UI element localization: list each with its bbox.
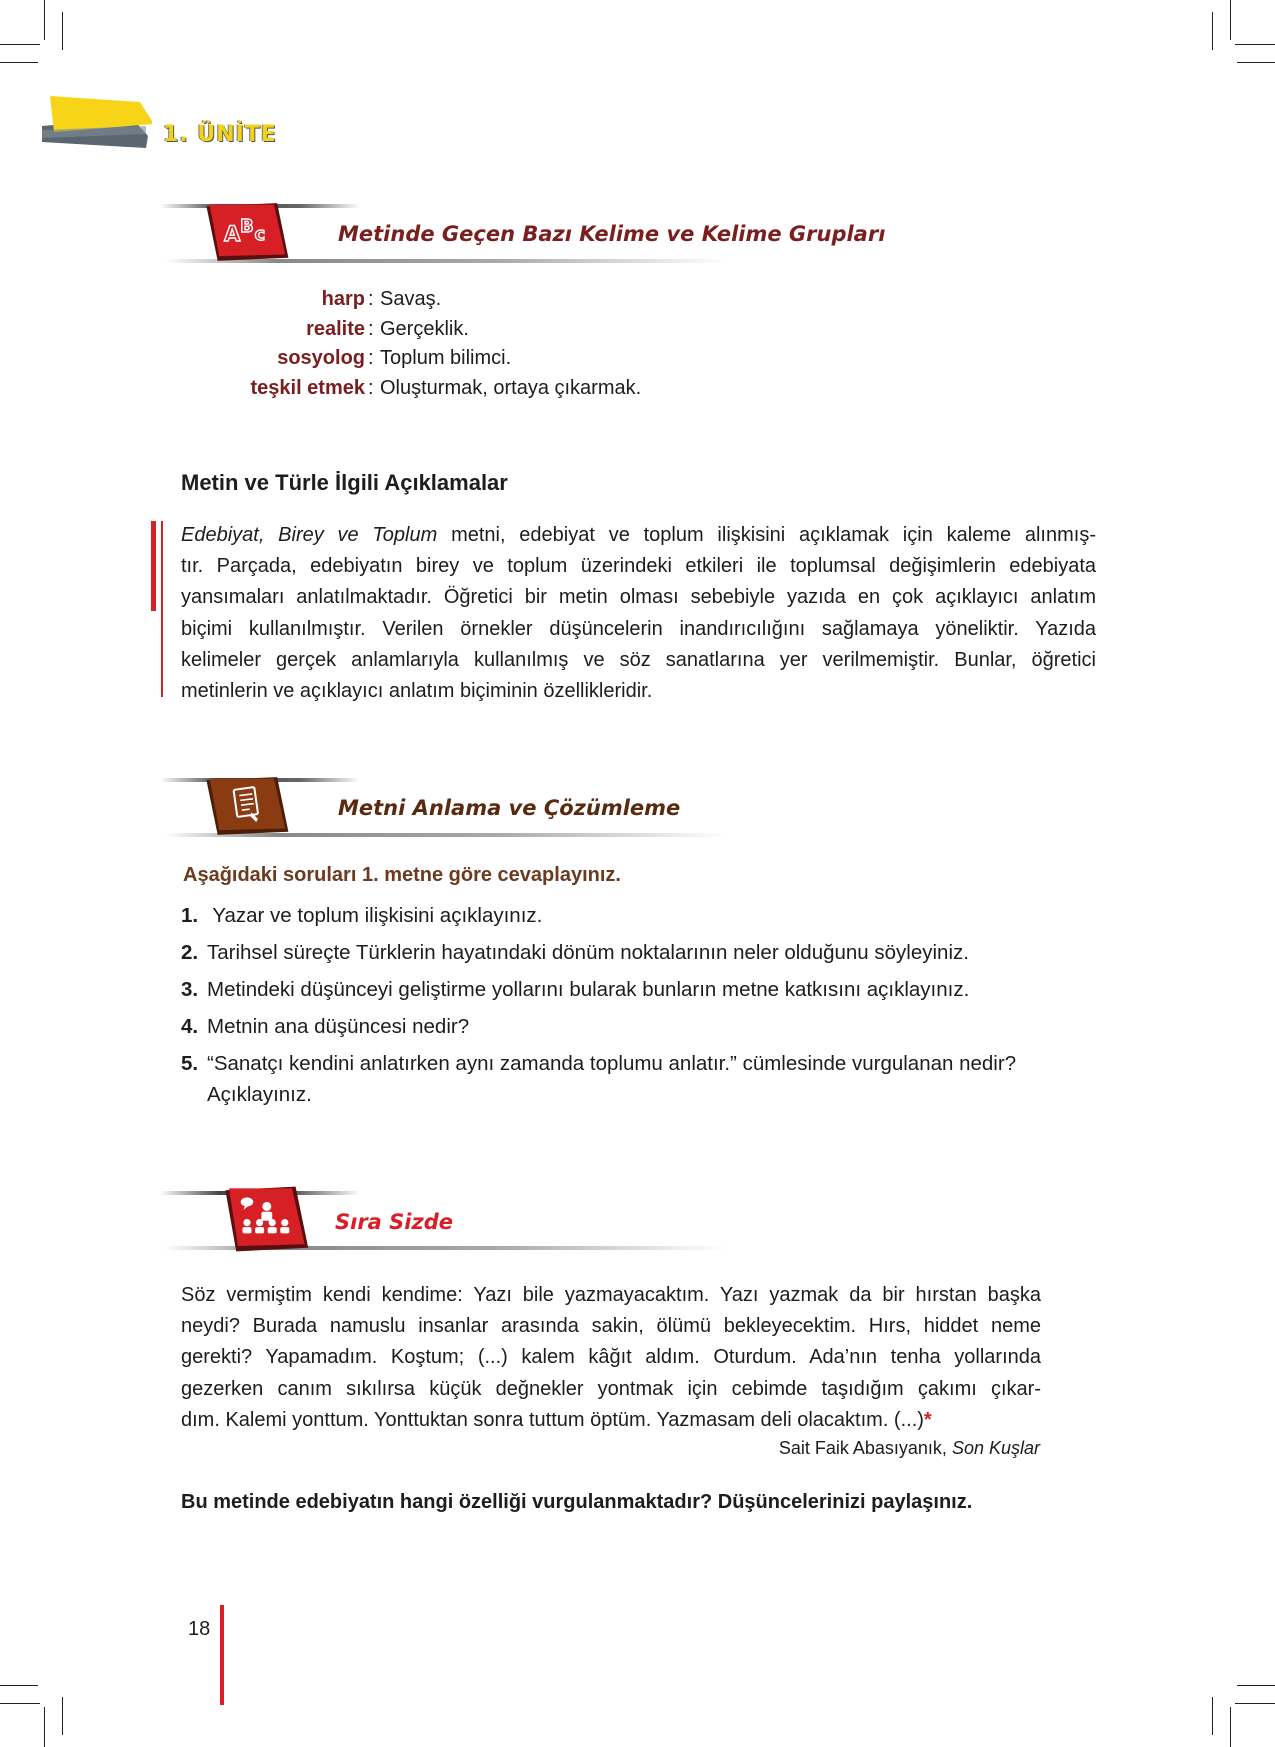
page-number-bar — [220, 1605, 224, 1705]
glossary-definition: Toplum bilimci. — [380, 347, 512, 369]
glossary-term: teşkil etmek — [250, 377, 365, 399]
quote-work: Son Kuşlar — [951, 1438, 1040, 1458]
quote-line: neydi? Burada namuslu insanlar arasında sakin, ölümü bekleyecektim. Hırs, hiddet neme — [181, 1315, 1041, 1338]
question-text-continued: Açıklayınız. — [207, 1083, 312, 1106]
explanation-heading: Metin ve Türle İlgili Açıklamalar — [181, 470, 508, 495]
glossary-term: harp — [321, 288, 365, 310]
glossary-row — [150, 284, 850, 314]
question-item — [181, 1011, 1101, 1042]
explanation-line: metni, edebiyat ve toplum ilişkisini açıklamak için kaleme alınmış- — [437, 524, 1096, 546]
question-item — [181, 900, 1101, 931]
unit-title: 1. ÜNİTE — [163, 122, 277, 147]
question-item — [181, 974, 1101, 1005]
discussion-group-icon — [220, 1185, 310, 1253]
crop-mark — [1212, 1697, 1213, 1735]
explanation-line: kelimeler gerçek anlamlarıyla kullanılmış ve söz sanatlarına yer verilmemiştir. Bunlar, öğretici — [181, 648, 1096, 671]
svg-text:c: c — [254, 225, 266, 246]
svg-text:B: B — [240, 217, 254, 237]
crop-mark — [0, 44, 40, 45]
crop-mark — [1230, 0, 1231, 40]
question-text: “Sanatçı kendini anlatırken aynı zamanda toplumu anlatır.” cümlesinde vurgulanan nedir? — [207, 1052, 1017, 1075]
quote-line: dım. Kalemi yonttum. Yonttuktan sonra tuttum öptüm. Yazmasam deli olacaktım. (...) — [181, 1408, 924, 1431]
quote-author: Sait Faik Abasıyanık, — [778, 1438, 952, 1458]
abc-icon — [200, 198, 290, 266]
explanation-paragraph — [181, 520, 1096, 707]
glossary-definition: Savaş. — [380, 288, 442, 310]
question-text: Yazar ve toplum ilişkisini açıklayınız. — [207, 904, 543, 927]
quote-citation — [779, 1438, 1040, 1459]
glossary-colon: : — [368, 377, 374, 399]
glossary-definition: Gerçeklik. — [380, 318, 469, 340]
crop-mark — [0, 62, 38, 63]
glossary-definition: Oluşturmak, ortaya çıkarmak. — [380, 377, 642, 399]
glossary-colon: : — [368, 347, 374, 369]
quote-line: gerekti? Yapamadım. Koştum; (...) kalem kâğıt aldım. Oturdum. Ada’nın tenha yollarında — [181, 1346, 1041, 1369]
quote-paragraph — [181, 1280, 1041, 1436]
question-item — [181, 937, 1101, 968]
crop-mark — [1212, 12, 1213, 50]
question-number: 3. — [181, 978, 199, 1001]
crop-mark — [1235, 44, 1275, 45]
explanation-line: biçimi kullanılmıştır. Verilen örnekler düşüncelerin inandırıcılığını sağlamaya yöneliktir. Yazıda — [181, 617, 1096, 640]
question-number: 5. — [181, 1052, 199, 1075]
glossary-colon: : — [368, 288, 374, 310]
question-text: Metnin ana düşüncesi nedir? — [207, 1015, 470, 1038]
explanation-line: tır. Parçada, edebiyatın birey ve toplum üzerindeki etkileri ile toplumsal değişimlerin edebiyata — [181, 555, 1096, 578]
crop-mark — [44, 0, 45, 40]
svg-text:A: A — [224, 221, 241, 246]
crop-mark — [0, 1685, 38, 1686]
crop-mark — [1237, 1685, 1275, 1686]
glossary-row — [150, 314, 850, 344]
quote-line: Söz vermiştim kendi kendime: Yazı bile yazmayacaktım. Yazı yazmak da bir hırstan başka — [181, 1284, 1041, 1306]
explanation-line: metinlerin ve açıklayıcı anlatım biçiminin özellikleridir. — [181, 680, 653, 703]
glossary-colon: : — [368, 318, 374, 340]
glossary-term: realite — [306, 318, 365, 340]
explanation-line: yansımaları anlatılmaktadır. Öğretici bir metin olması sebebiyle yazıda en çok açıklayıcı anlatım — [181, 586, 1096, 609]
footnote-asterisk: * — [923, 1408, 932, 1431]
document-icon — [200, 772, 290, 840]
accent-bar-thin — [161, 521, 163, 697]
section-title-analysis: Metni Anlama ve Çözümleme — [338, 796, 681, 820]
question-number: 1. — [181, 904, 199, 927]
section-title-vocab: Metinde Geçen Bazı Kelime ve Kelime Grupları — [338, 222, 886, 246]
question-text: Metindeki düşünceyi geliştirme yollarını bularak bunların metne katkısını açıklayınız. — [207, 978, 970, 1001]
text-title-italic: Edebiyat, Birey ve Toplum — [181, 524, 438, 546]
glossary-row — [150, 373, 850, 403]
accent-bar — [151, 521, 156, 611]
questions-instruction: Aşağıdaki soruları 1. metne göre cevaplayınız. — [183, 864, 621, 886]
discussion-question: Bu metinde edebiyatın hangi özelliği vurgulanmaktadır? Düşüncelerinizi paylaşınız. — [181, 1491, 973, 1513]
section-title-your-turn: Sıra Sizde — [335, 1210, 453, 1234]
question-number: 2. — [181, 941, 199, 964]
crop-mark — [44, 1707, 45, 1747]
crop-mark — [1235, 1703, 1275, 1704]
crop-mark — [0, 1703, 40, 1704]
crop-mark — [62, 1697, 63, 1735]
quote-line: gezerken canım sıkılırsa küçük değnekler yontmak için cebimde taşıdığım çakımı çıkar- — [181, 1377, 1041, 1400]
question-item — [181, 1048, 1101, 1079]
crop-mark — [62, 12, 63, 50]
crop-mark — [1237, 62, 1275, 63]
crop-mark — [1230, 1707, 1231, 1747]
question-text: Tarihsel süreçte Türklerin hayatındaki dönüm noktalarının neler olduğunu söyleyiniz. — [207, 941, 969, 964]
glossary-term: sosyolog — [277, 347, 365, 369]
page-number: 18 — [188, 1618, 211, 1640]
glossary-row — [150, 343, 850, 373]
question-number: 4. — [181, 1015, 199, 1038]
unit-ribbon-icon — [42, 96, 152, 152]
